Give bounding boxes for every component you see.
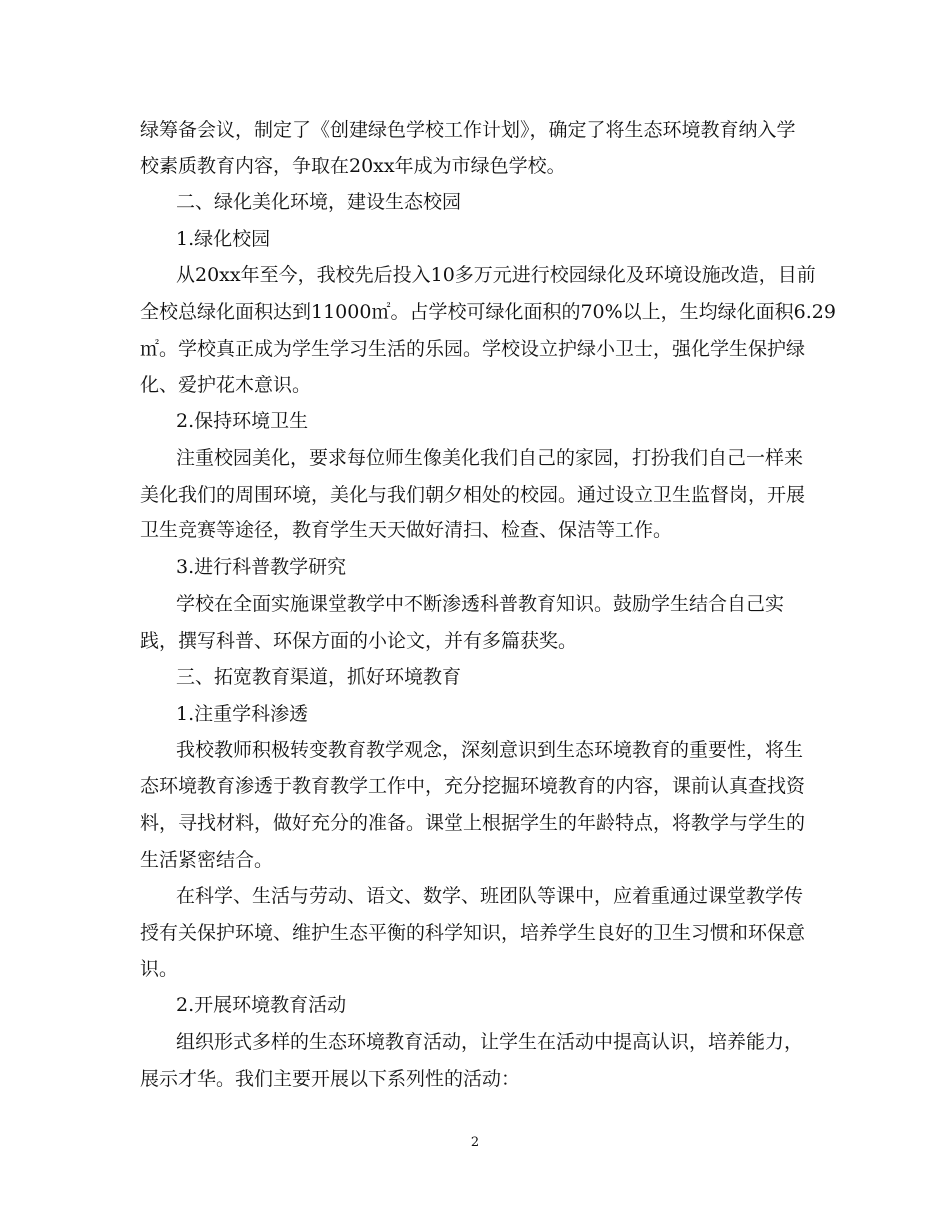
body-text-line: ㎡。学校真正成为学生学习生活的乐园。学校设立护绿小卫士，强化学生保护绿 (140, 338, 806, 360)
body-text-line: 我校教师积极转变教育教学观念，深刻意识到生态环境教育的重要性，将生 (176, 739, 804, 761)
body-text-line: 绿筹备会议，制定了《创建绿色学校工作计划》，确定了将生态环境教育纳入学 (140, 119, 796, 141)
subsection-heading: 3.进行科普教学研究 (176, 556, 347, 578)
subsection-heading: 2.开展环境教育活动 (176, 994, 347, 1016)
body-text-line: 态环境教育渗透于教育教学工作中，充分挖掘环境教育的内容，课前认真查找资 (140, 775, 806, 797)
body-text-line: 全校总绿化面积达到11000㎡。占学校可绿化面积的70%以上，生均绿化面积6.29 (140, 301, 836, 323)
body-text-line: 卫生竞赛等途径，教育学生天天做好清扫、检查、保洁等工作。 (140, 519, 673, 541)
body-text-line: 践，撰写科普、环保方面的小论文，并有多篇获奖。 (140, 630, 578, 652)
body-text-line: 美化我们的周围环境，美化与我们朝夕相处的校园。通过设立卫生监督岗，开展 (140, 484, 806, 506)
section-heading: 三、拓宽教育渠道，抓好环境教育 (176, 666, 462, 688)
body-text-line: 校素质教育内容，争取在20xx年成为市绿色学校。 (140, 155, 566, 177)
body-text-line: 授有关保护环境、维护生态平衡的科学知识，培养学生良好的卫生习惯和环保意 (140, 922, 806, 944)
body-text-line: 识。 (140, 958, 179, 980)
body-text-line: 料，寻找材料，做好充分的准备。课堂上根据学生的年龄特点，将教学与学生的 (140, 812, 806, 834)
body-text-line: 学校在全面实施课堂教学中不断渗透科普教育知识。鼓励学生结合自己实 (176, 593, 785, 615)
page-number: 2 (470, 1135, 480, 1150)
body-text-line: 从20xx年至今，我校先后投入10多万元进行校园绿化及环境设施改造，目前 (176, 264, 816, 286)
body-text-line: 组织形式多样的生态环境教育活动，让学生在活动中提高认识，培养能力， (176, 1031, 804, 1053)
body-text-line: 化、爱护花木意识。 (140, 374, 312, 396)
subsection-heading: 1.注重学科渗透 (176, 703, 309, 725)
subsection-heading: 1.绿化校园 (176, 228, 271, 250)
body-text-line: 注重校园美化，要求每位师生像美化我们自己的家园，打扮我们自己一样来 (176, 447, 804, 469)
body-text-line: 展示才华。我们主要开展以下系列性的活动： (140, 1068, 521, 1090)
body-text-line: 生活紧密结合。 (140, 849, 274, 871)
section-heading: 二、绿化美化环境，建设生态校园 (176, 191, 462, 213)
body-text-line: 在科学、生活与劳动、语文、数学、班团队等课中，应着重通过课堂教学传 (176, 885, 804, 907)
subsection-heading: 2.保持环境卫生 (176, 410, 309, 432)
